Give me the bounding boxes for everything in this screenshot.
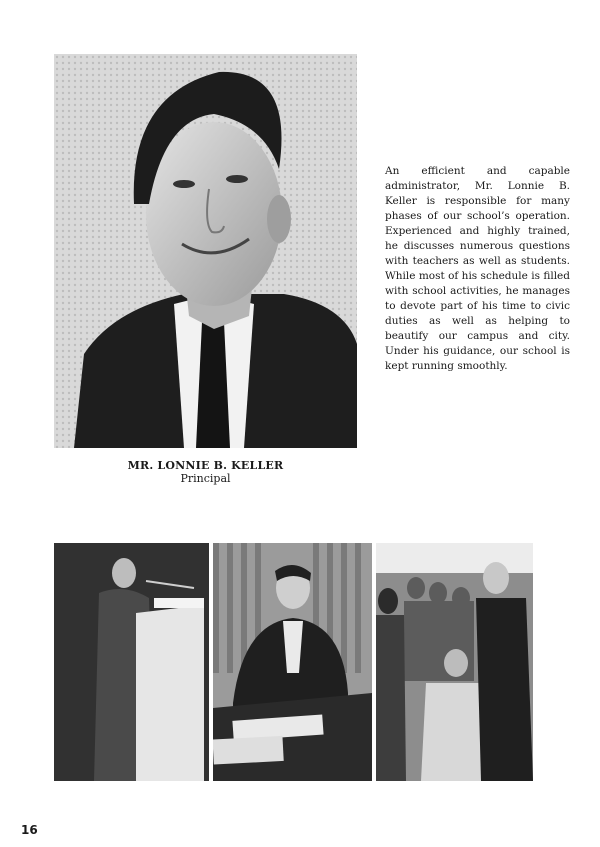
page-number: 16: [21, 823, 38, 837]
principal-name: MR. LONNIE B. KELLER: [127, 459, 284, 472]
campus-crowd-photo: [376, 543, 533, 781]
desk-work-photo: [213, 543, 372, 781]
portrait-caption: [54, 459, 357, 485]
principal-title: Principal: [180, 472, 231, 485]
principal-portrait-photo: [54, 54, 357, 448]
podium-speech-photo: [54, 543, 209, 781]
article-paragraph: An efficient and capable administrator, Mr. Lonnie B. Keller is responsible for many phases of our school’s operation. Experienced and highly trained, he discusses numerous questions with teachers as well as students. While most of his schedule is filled with school activities, he manages to devote part of his time to civic duties as well as helping to beautify our campus and city. Under his guidance, our school is kept running smoothly.: [385, 164, 570, 372]
